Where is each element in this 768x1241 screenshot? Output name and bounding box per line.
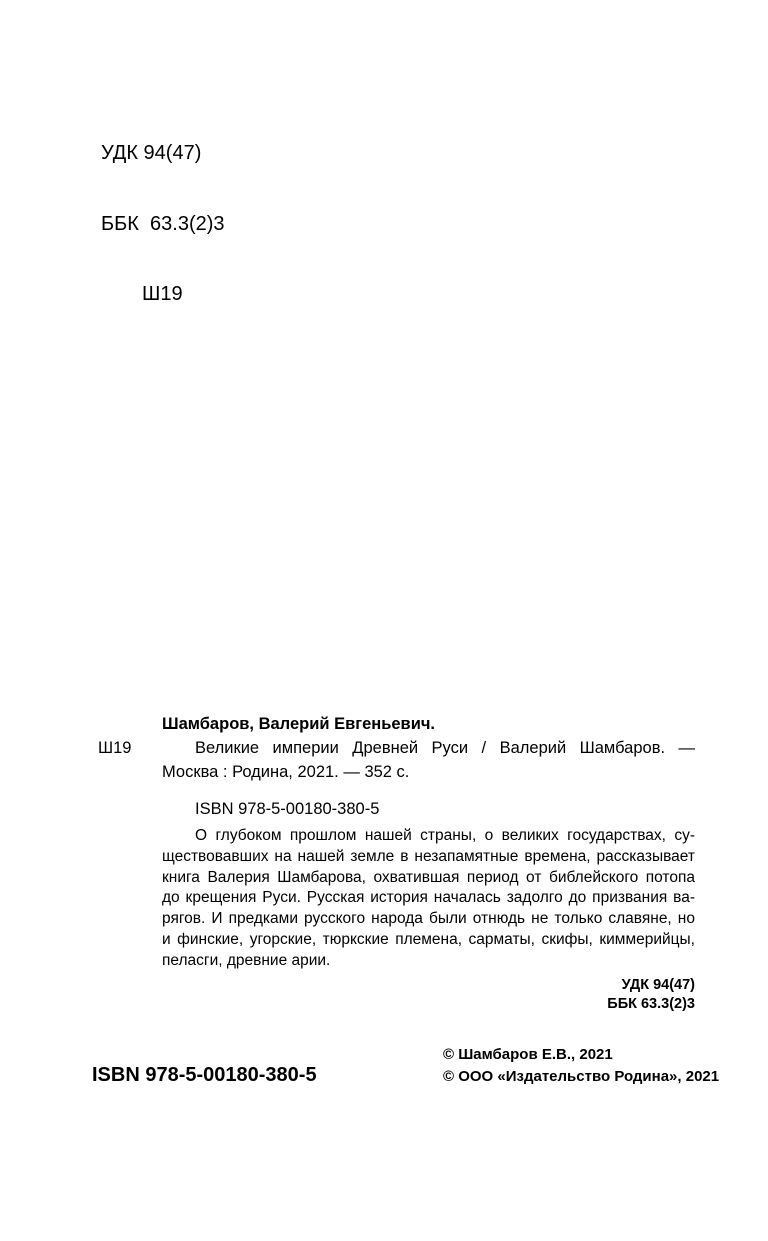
annotation-line: книга Валерия Шамбарова, охватившая период от библейского потопа xyxy=(162,868,695,886)
footer-isbn: ISBN 978-5-00180-380-5 xyxy=(92,1064,317,1086)
annotation-line: О глубоком прошлом нашей страны, о великих государствах, су- xyxy=(195,827,695,844)
udk-code: УДК 94(47) xyxy=(101,142,202,164)
annotation-line: до крещения Руси. Русская история началась задолго до призвания ва- xyxy=(162,889,695,907)
copyright-line: © ООО «Издательство Родина», 2021 xyxy=(443,1068,720,1085)
annotation-line: рягов. И предками русского народа были отнюдь не только славяне, но xyxy=(162,910,695,928)
annotation-line: пеласги, древние арии. xyxy=(162,951,331,969)
bbk-code: ББК 63.3(2)3 xyxy=(101,212,225,235)
author-sign: Ш19 xyxy=(142,283,183,305)
shelf-mark: Ш19 xyxy=(98,739,132,757)
codes-right-block xyxy=(162,976,695,1015)
entry-isbn: ISBN 978-5-00180-380-5 xyxy=(195,800,380,818)
imprint-line: Москва : Родина, 2021. — 352 с. xyxy=(162,763,410,781)
catalog-entry xyxy=(98,712,695,1015)
annotation-line: и финские, угорские, тюркские племена, сарматы, скифы, киммерийцы, xyxy=(162,930,695,948)
annotation-line: ществовавших на нашей земле в незапамятные времена, рассказывает xyxy=(162,847,695,865)
annotation xyxy=(162,826,695,972)
udk-code-right: УДК 94(47) xyxy=(621,976,695,993)
copyright-block xyxy=(443,1044,719,1088)
top-classification-block xyxy=(101,95,225,354)
bbk-code-right: ББК 63.3(2)3 xyxy=(607,996,695,1013)
copyright-line: © Шамбаров Е.В., 2021 xyxy=(443,1046,613,1063)
author-heading: Шамбаров, Валерий Евгеньевич. xyxy=(162,715,435,733)
title-line: Великие империи Древней Руси / Валерий Шамбаров. — xyxy=(195,739,695,757)
